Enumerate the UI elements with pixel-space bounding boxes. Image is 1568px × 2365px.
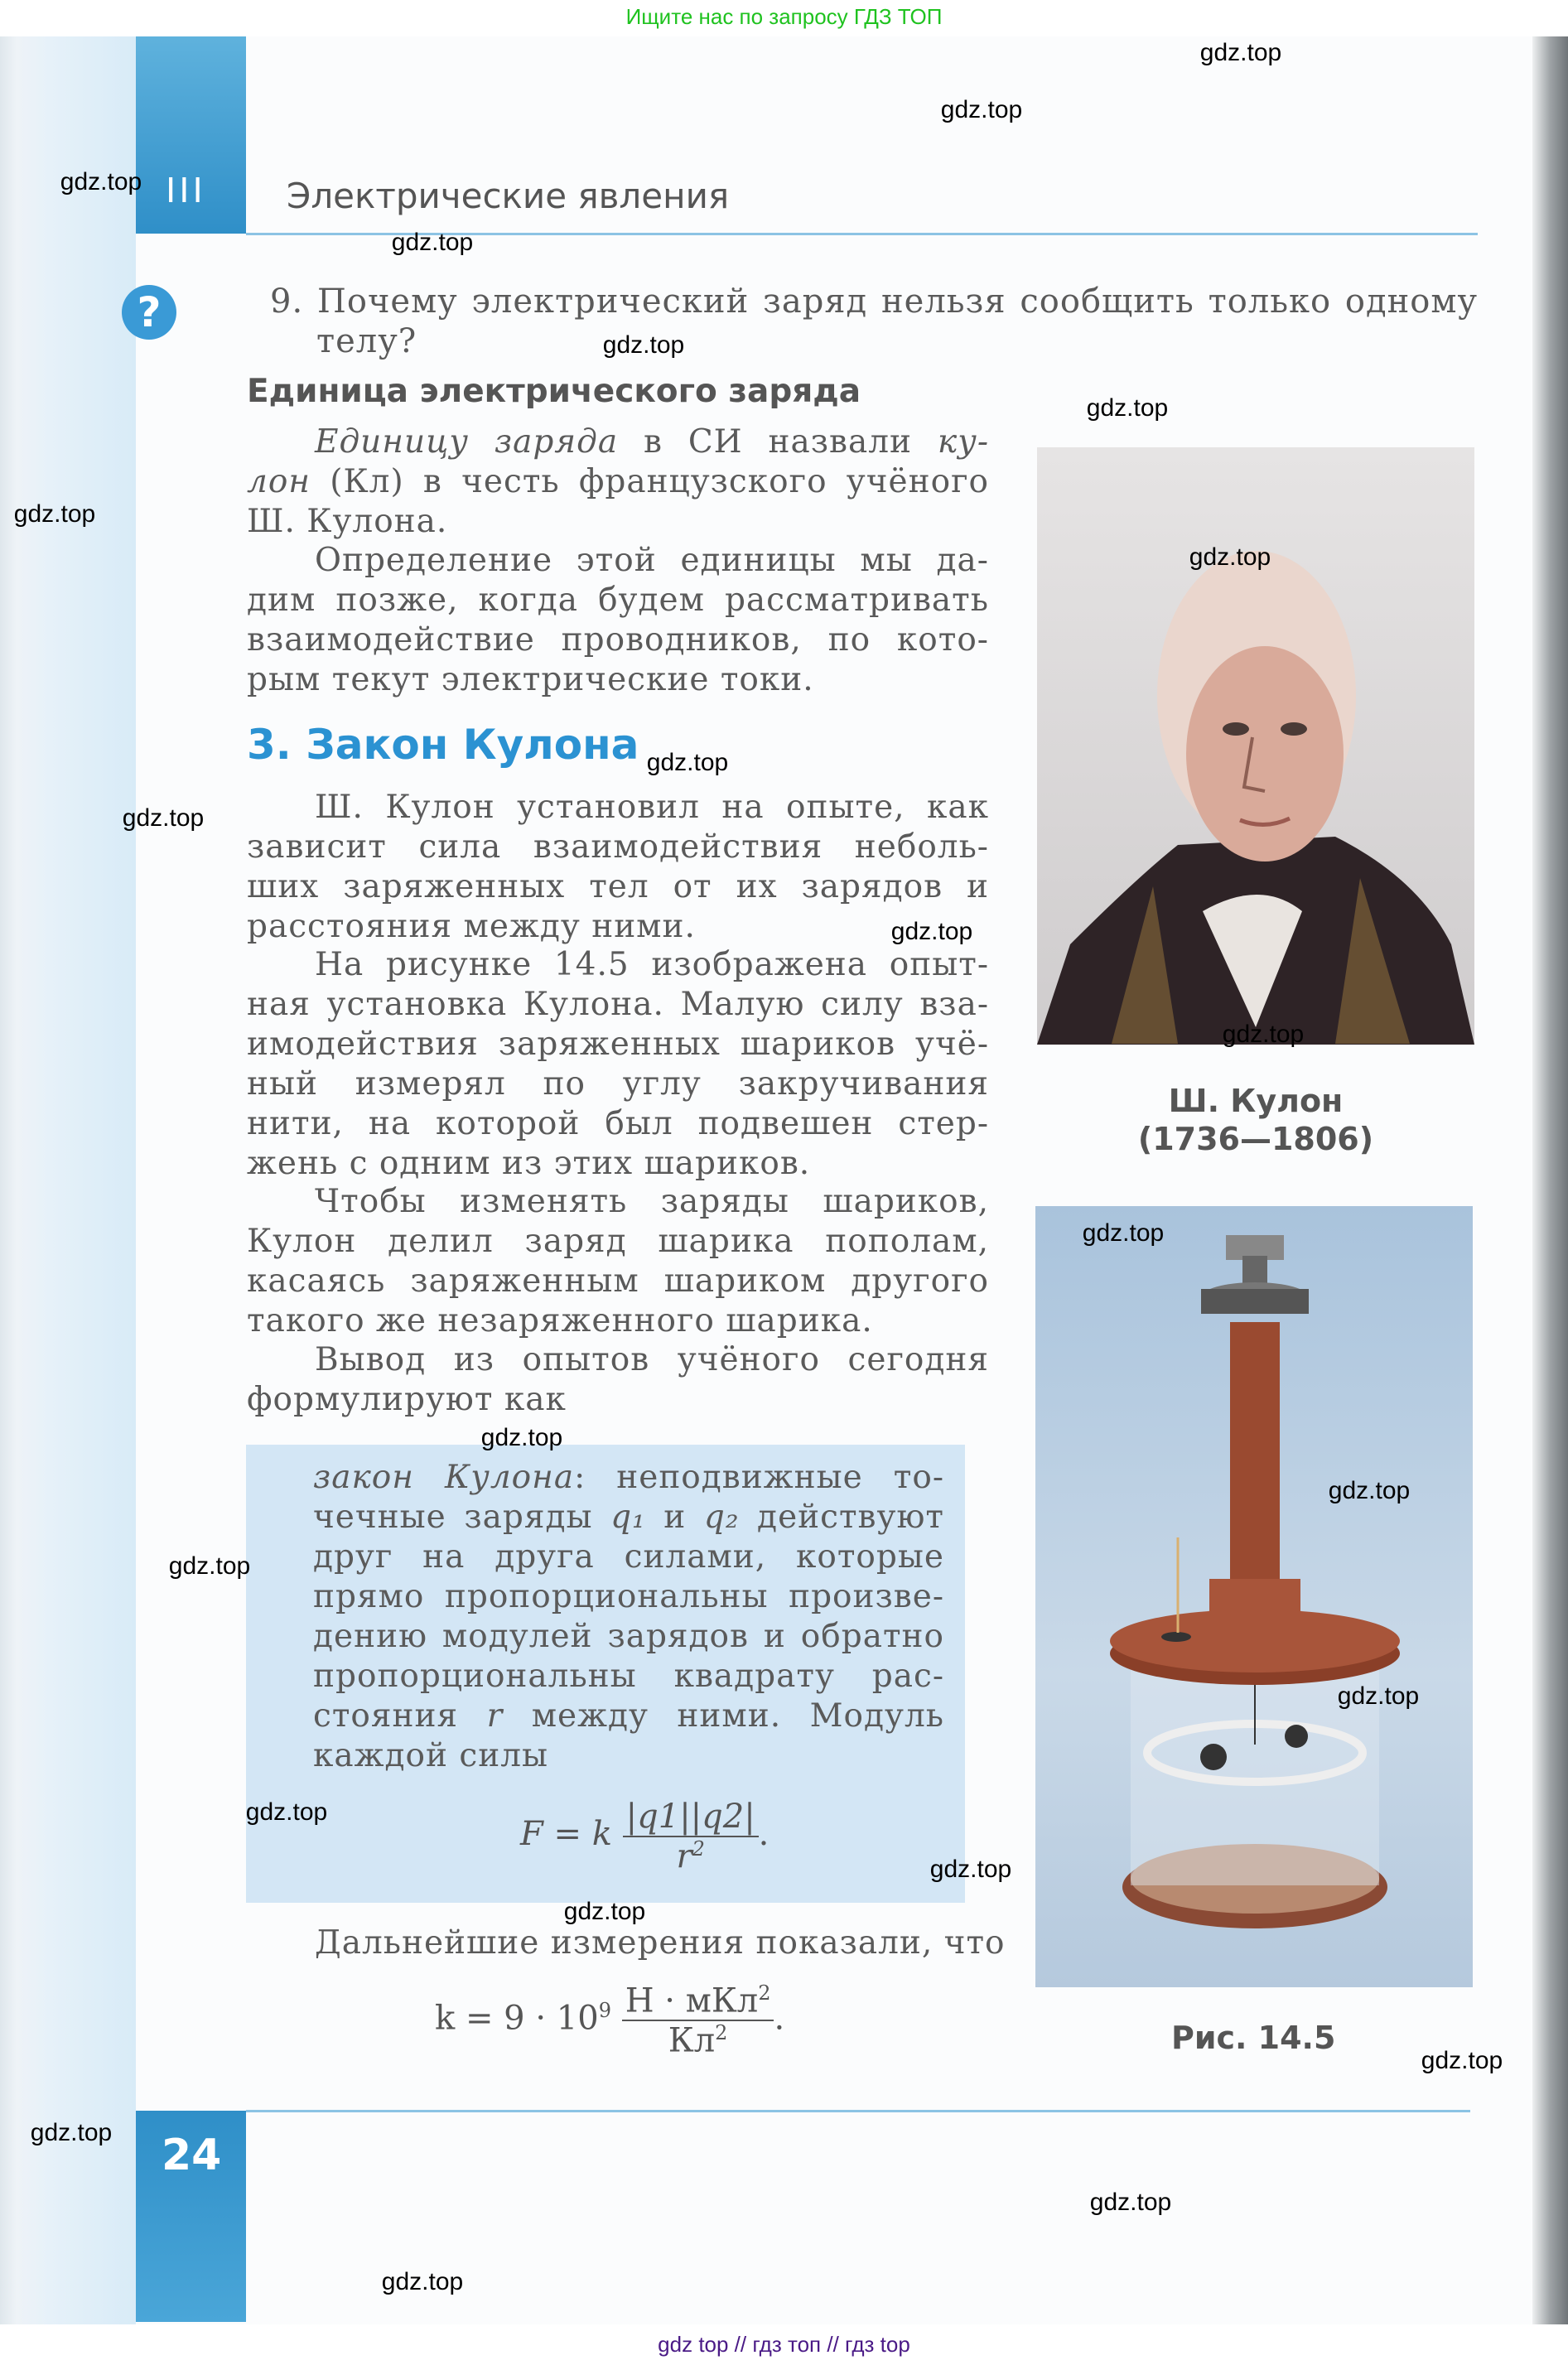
- bottom-footer: gdz top // гдз топ // гдз top: [0, 2324, 1568, 2365]
- chapter-number: III: [166, 170, 206, 210]
- watermark: gdz.top: [245, 1798, 328, 1826]
- text-segment: : неподвижные то-: [574, 1459, 945, 1496]
- formula-lhs: F = k: [520, 1815, 612, 1854]
- italic-term: r: [486, 1697, 504, 1735]
- k-den-exp: 2: [715, 2021, 728, 2045]
- after-law-text: Дальнейшие измерения показали, что: [315, 1924, 1006, 1962]
- formula-numerator: |q1||q2|: [623, 1798, 759, 1837]
- watermark: gdz.top: [1421, 2047, 1503, 2074]
- para3-line: расстояния между ними.: [247, 908, 696, 945]
- page-number: 24: [162, 2131, 222, 2180]
- page-binding-shadow: [1532, 36, 1568, 2324]
- para5-line: касаясь заряженным шариком другого: [247, 1262, 989, 1300]
- k-unit-denominator: Кл: [668, 2021, 716, 2060]
- text-segment: чечные заряды: [313, 1499, 611, 1536]
- para1-line: [315, 422, 989, 462]
- question-text: Почему электрический заряд нельзя сообщить только одному: [316, 282, 1478, 321]
- k-unit-numerator: Н · мКл: [625, 1981, 759, 2020]
- watermark: gdz.top: [168, 1552, 251, 1580]
- para2-line: Определение этой единицы мы да-: [315, 542, 989, 579]
- watermark: gdz.top: [929, 1856, 1012, 1883]
- law-line: [313, 1458, 944, 1498]
- text-segment: (Кл) в честь французского учёного: [311, 463, 989, 500]
- text-segment: стояния: [313, 1697, 487, 1735]
- question-icon: ?: [122, 285, 176, 340]
- unit-heading: Единица электрического заряда: [247, 373, 861, 410]
- italic-term: Единицу заряда: [315, 423, 619, 461]
- para2-line: рым текут электрические токи.: [247, 661, 814, 698]
- section-title: 3. Закон Кулона: [247, 721, 639, 769]
- para6-line: формулируют как: [247, 1381, 567, 1418]
- top-banner: Ищите нас по запросу ГДЗ ТОП: [0, 0, 1568, 36]
- k-num-exp: 2: [758, 1981, 771, 2005]
- italic-term: q₂: [703, 1499, 740, 1536]
- k-lhs: k = 9 · 10: [435, 1999, 599, 2038]
- k-period: .: [774, 1999, 785, 2038]
- watermark: gdz.top: [30, 2119, 113, 2146]
- para5-line: такого же незаряженного шарика.: [247, 1302, 873, 1339]
- portrait-caption-name: Ш. Кулон: [1168, 1083, 1344, 1119]
- watermark: gdz.top: [1086, 394, 1169, 422]
- k-unit-fraction: [622, 1981, 774, 2060]
- law-line: [313, 1697, 944, 1736]
- para4-line: На рисунке 14.5 изображена опыт-: [315, 946, 989, 983]
- watermark: gdz.top: [1082, 1219, 1165, 1247]
- watermark: gdz.top: [890, 918, 973, 945]
- question-number: 9.: [270, 282, 304, 321]
- watermark: gdz.top: [563, 1898, 646, 1925]
- law-line: [313, 1498, 944, 1537]
- para4-line: жень с одним из этих шариков.: [247, 1145, 811, 1182]
- text-segment: между ними. Модуль: [503, 1697, 944, 1735]
- watermark: gdz.top: [1337, 1682, 1420, 1710]
- text-segment: и: [645, 1499, 704, 1536]
- watermark: gdz.top: [391, 229, 474, 256]
- formula-denominator: $r^2$: [676, 1837, 705, 1876]
- law-line: друг на друга силами, которые: [313, 1538, 944, 1576]
- watermark: gdz.top: [602, 331, 685, 359]
- footer-divider: [246, 2110, 1470, 2112]
- para3-line: Ш. Кулон установил на опыте, как: [315, 789, 989, 826]
- para1-line: Ш. Кулона.: [247, 503, 448, 540]
- para2-line: взаимодействие проводников, по кото-: [247, 621, 989, 659]
- italic-term: лон: [247, 463, 311, 500]
- page-margin: [0, 36, 136, 2324]
- k-constant-formula: [435, 1981, 784, 2060]
- law-line: дению модулей зарядов и обратно: [313, 1618, 944, 1655]
- watermark: gdz.top: [1199, 39, 1282, 66]
- watermark: gdz.top: [381, 2268, 464, 2295]
- para1-line: [247, 462, 989, 502]
- watermark: gdz.top: [480, 1424, 563, 1451]
- k-exponent: 9: [598, 1999, 611, 2022]
- para4-line: ная установка Кулона. Малую силу вза-: [247, 986, 989, 1023]
- formula-fraction: [623, 1798, 759, 1875]
- text-segment: в СИ назвали: [618, 423, 938, 461]
- coulomb-torsion-balance-figure: [1035, 1206, 1473, 1987]
- coulomb-portrait: [1037, 447, 1474, 1045]
- italic-term: ку-: [937, 423, 990, 461]
- question-line-2: телу?: [316, 322, 417, 360]
- para5-line: Кулон делил заряд шарика пополам,: [247, 1223, 989, 1260]
- law-line: пропорциональны квадрату рас-: [313, 1658, 944, 1695]
- para3-line: зависит сила взаимодействия неболь-: [247, 828, 989, 866]
- watermark: gdz.top: [940, 96, 1023, 123]
- law-line: каждой силы: [313, 1737, 549, 1774]
- watermark: gdz.top: [1089, 2189, 1172, 2216]
- text-segment: действуют: [739, 1499, 944, 1536]
- para3-line: ших заряженных тел от их зарядов и: [247, 868, 989, 905]
- italic-term: закон Кулона: [313, 1459, 575, 1496]
- figure-caption: Рис. 14.5: [1171, 2020, 1336, 2056]
- watermark: gdz.top: [1328, 1477, 1411, 1504]
- para2-line: дим позже, когда будем рассматривать: [247, 582, 989, 619]
- para4-line: имодействия заряженных шариков учё-: [247, 1026, 989, 1063]
- portrait-caption-years: (1736—1806): [1137, 1121, 1374, 1157]
- formula-period: .: [758, 1815, 770, 1854]
- law-line: прямо пропорциональны произве-: [313, 1578, 944, 1615]
- watermark: gdz.top: [122, 804, 205, 832]
- chapter-title: Электрические явления: [287, 176, 730, 216]
- watermark: gdz.top: [1189, 543, 1271, 571]
- para6-line: Вывод из опытов учёного сегодня: [315, 1341, 989, 1378]
- para4-line: ный измерял по углу закручивания: [247, 1065, 989, 1103]
- watermark: gdz.top: [13, 500, 96, 528]
- question-line-1: [270, 282, 1478, 321]
- watermark: gdz.top: [1222, 1021, 1305, 1048]
- italic-term: q₁: [610, 1499, 646, 1536]
- watermark: gdz.top: [646, 749, 729, 776]
- para5-line: Чтобы изменять заряды шариков,: [315, 1183, 989, 1220]
- para4-line: нити, на которой был подвешен стер-: [247, 1105, 989, 1142]
- coulomb-formula: [520, 1798, 769, 1875]
- watermark: gdz.top: [60, 168, 142, 195]
